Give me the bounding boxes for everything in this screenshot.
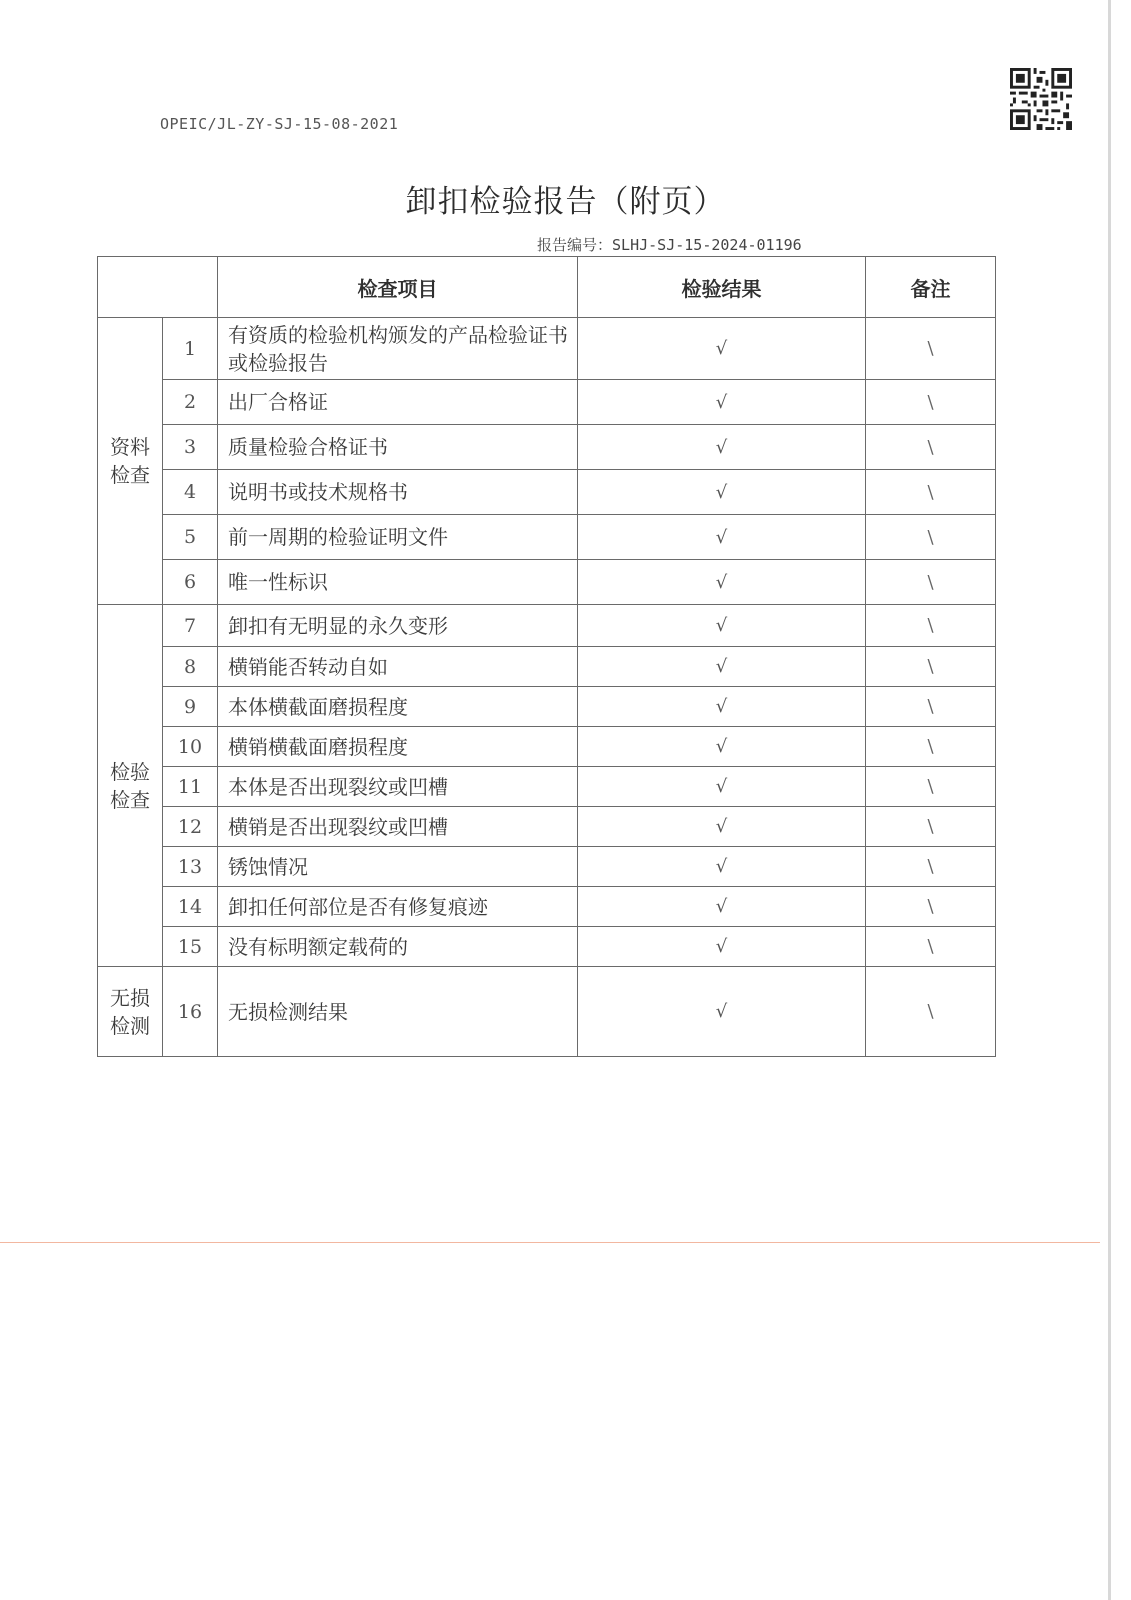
row-remark: \ [866,767,996,807]
row-remark: \ [866,967,996,1057]
row-result: √ [578,887,866,927]
row-remark: \ [866,647,996,687]
row-number: 16 [163,967,218,1057]
row-remark: \ [866,807,996,847]
row-item: 卸扣有无明显的永久变形 [218,605,578,647]
document-code: OPEIC/JL-ZY-SJ-15-08-2021 [160,115,399,133]
group-label: 无损检测 [98,967,163,1057]
row-item: 唯一性标识 [218,560,578,605]
row-item: 锈蚀情况 [218,847,578,887]
row-item: 出厂合格证 [218,380,578,425]
row-number: 2 [163,380,218,425]
row-item: 本体横截面磨损程度 [218,687,578,727]
row-item: 没有标明额定载荷的 [218,927,578,967]
table-row [98,807,996,847]
table-row [98,560,996,605]
row-number: 14 [163,887,218,927]
report-number-value: SLHJ-SJ-15-2024-01196 [612,236,802,254]
table-row [98,727,996,767]
row-remark: \ [866,927,996,967]
row-number: 9 [163,687,218,727]
table-row [98,425,996,470]
row-result: √ [578,318,866,380]
row-result: √ [578,767,866,807]
row-result: √ [578,847,866,887]
row-number: 4 [163,470,218,515]
row-remark: \ [866,380,996,425]
header-blank-cell [98,257,218,318]
row-number: 5 [163,515,218,560]
column-header-item: 检查项目 [218,257,578,318]
row-result: √ [578,927,866,967]
row-item: 卸扣任何部位是否有修复痕迹 [218,887,578,927]
inspection-table [97,256,996,1057]
row-number: 11 [163,767,218,807]
row-number: 6 [163,560,218,605]
row-item: 前一周期的检验证明文件 [218,515,578,560]
table-row [98,887,996,927]
row-result: √ [578,605,866,647]
table-row [98,847,996,887]
column-header-remark: 备注 [866,257,996,318]
row-remark: \ [866,605,996,647]
table-row [98,515,996,560]
scan-line [0,1242,1100,1243]
row-number: 13 [163,847,218,887]
table-row [98,767,996,807]
row-remark: \ [866,515,996,560]
column-header-result: 检验结果 [578,257,866,318]
report-title: 卸扣检验报告（附页） [405,184,726,220]
row-item: 横销横截面磨损程度 [218,727,578,767]
group-label: 资料检查 [98,318,163,605]
row-remark: \ [866,727,996,767]
row-result: √ [578,687,866,727]
row-result: √ [578,967,866,1057]
row-item: 无损检测结果 [218,967,578,1057]
row-result: √ [578,470,866,515]
row-result: √ [578,560,866,605]
row-remark: \ [866,560,996,605]
table-row [98,647,996,687]
row-number: 7 [163,605,218,647]
row-number: 15 [163,927,218,967]
row-item: 横销是否出现裂纹或凹槽 [218,807,578,847]
row-remark: \ [866,887,996,927]
group-label: 检验检查 [98,605,163,967]
table-row [98,687,996,727]
table-row [98,967,996,1057]
row-remark: \ [866,318,996,380]
row-number: 1 [163,318,218,380]
table-row [98,605,996,647]
row-result: √ [578,807,866,847]
report-number-label: 报告编号： [537,236,613,254]
row-item: 本体是否出现裂纹或凹槽 [218,767,578,807]
report-number [537,234,802,255]
row-result: √ [578,727,866,767]
row-number: 3 [163,425,218,470]
row-remark: \ [866,687,996,727]
row-item: 质量检验合格证书 [218,425,578,470]
table-row [98,318,996,380]
table-row [98,470,996,515]
table-row [98,927,996,967]
row-number: 12 [163,807,218,847]
row-result: √ [578,380,866,425]
page-edge [1108,0,1111,1600]
row-result: √ [578,425,866,470]
row-item: 有资质的检验机构颁发的产品检验证书或检验报告 [218,318,578,380]
row-item: 说明书或技术规格书 [218,470,578,515]
row-result: √ [578,515,866,560]
qr-code-icon [1010,68,1072,130]
row-number: 10 [163,727,218,767]
row-remark: \ [866,425,996,470]
table-header-row [98,257,996,318]
row-number: 8 [163,647,218,687]
row-remark: \ [866,847,996,887]
table-row [98,380,996,425]
table-body [98,318,996,1057]
row-item: 横销能否转动自如 [218,647,578,687]
row-result: √ [578,647,866,687]
row-remark: \ [866,470,996,515]
